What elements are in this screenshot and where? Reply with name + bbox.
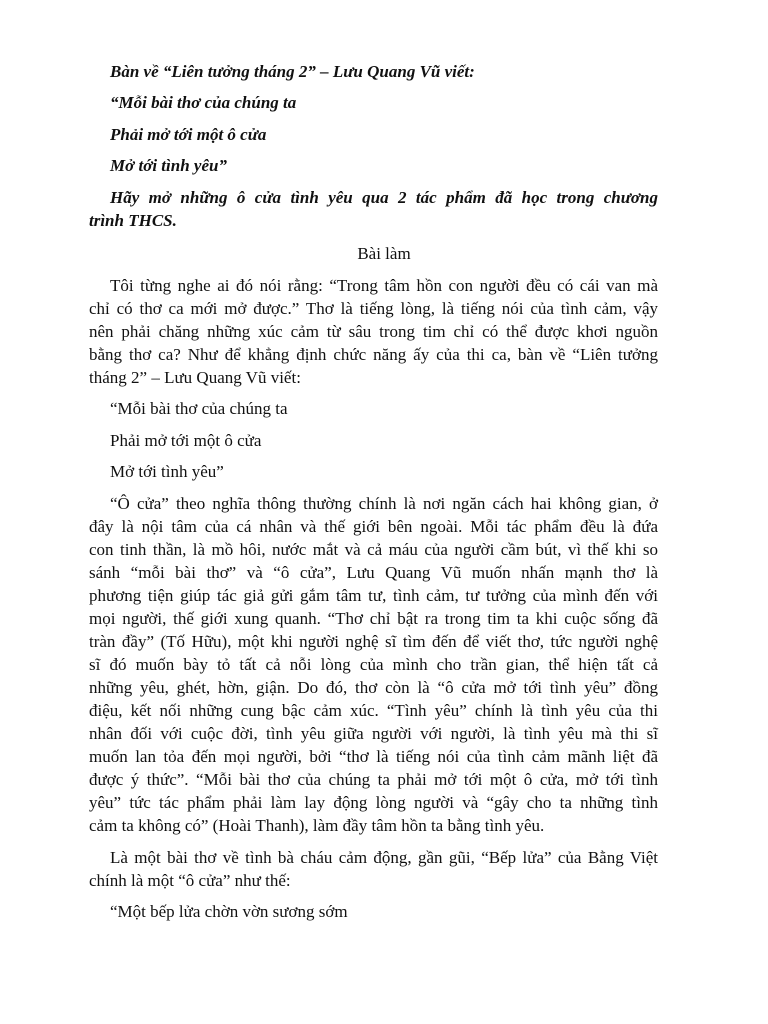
para2-line-5: phương tiện giúp tác giả gửi gắm tâm tư, tình cảm, tư tưởng của mình đến với xyxy=(89,586,658,605)
para1-line-4: bằng thơ ca? Như để khẳng định chức năng ấy của thi ca, bàn về “Liên tưởng xyxy=(89,345,658,364)
quote-line-3: Mở tới tình yêu” xyxy=(110,462,224,481)
para2-line-2: đây là nội tâm của cá nhân và thế giới bên ngoài. Mỗi tác phẩm đều là đứa xyxy=(89,517,658,536)
para2-line-3: con tinh thần, là mồ hôi, nước mắt và cả máu của người cầm bút, vì thế khi so xyxy=(89,540,658,559)
prompt-line-3: Phải mở tới một ô cửa xyxy=(110,125,267,144)
para2-line-8: sĩ đó muốn bày tỏ tất cả nỗi lòng của mình cho trần gian, thể hiện tất cả xyxy=(89,655,658,674)
para1-line-2: chỉ có thơ ca mới mở được.” Thơ là tiếng lòng, là tiếng nói của tình cảm, vậy xyxy=(89,299,658,318)
heading-bai-lam: Bài làm xyxy=(357,244,411,263)
para1-line-1: Tôi từng nghe ai đó nói rằng: “Trong tâm hồn con người đều có cái van mà xyxy=(110,276,658,295)
para2-line-15: cảm ta không có” (Hoài Thanh), làm đầy tâm hồn ta bằng tình yêu. xyxy=(89,816,545,835)
para2-line-6: mọi người, thế giới xung quanh. “Thơ chỉ bật ra trong tim ta khi cuộc sống đã xyxy=(89,609,658,628)
para2-line-13: được ý thức”. “Mỗi bài thơ của chúng ta phải mở tới một ô cửa, mở tới tình xyxy=(89,770,658,789)
para2-line-10: điệu, kết nối những cung bậc cảm xúc. “Tình yêu” chính là tình yêu của thi xyxy=(89,701,658,720)
para2-line-14: yêu” tức tác phẩm phải làm lay động lòng người và “gây cho ta những tình xyxy=(89,793,658,812)
para1-line-5: tháng 2” – Lưu Quang Vũ viết: xyxy=(89,368,301,387)
para2-line-9: những yêu, ghét, hờn, giận. Do đó, thơ còn là “ô cửa mở tới tình yêu” đồng xyxy=(89,678,658,697)
para2-line-12: muốn lan tỏa đến mọi người, bởi “thơ là tiếng nói của tình cảm mãnh liệt đã xyxy=(89,747,658,766)
para2-line-11: nhân đối với cuộc đời, tình yêu giữa người với người, là tình yêu mà thi sĩ xyxy=(89,724,658,743)
para3-line-2: chính là một “ô cửa” như thế: xyxy=(89,871,291,890)
para1-line-3: nên phải chăng những xúc cảm từ sâu trong tim chỉ có thể được khơi nguồn xyxy=(89,322,658,341)
prompt-line-1: Bàn về “Liên tưởng tháng 2” – Lưu Quang Vũ viết: xyxy=(110,62,475,81)
para2-line-1: “Ô cửa” theo nghĩa thông thường chính là nơi ngăn cách hai không gian, ở xyxy=(110,494,658,513)
quote-line-2: Phải mở tới một ô cửa xyxy=(110,431,262,450)
prompt-line-4: Mở tới tình yêu” xyxy=(110,156,227,175)
para2-line-4: sánh “mỗi bài thơ” và “ô cửa”, Lưu Quang Vũ muốn nhấn mạnh thơ là xyxy=(89,563,658,582)
para2-line-7: tràn đầy” (Tố Hữu), một khi người nghệ sĩ tìm đến để viết thơ, tức người nghệ xyxy=(89,632,658,651)
prompt-task-line-2: trình THCS. xyxy=(89,211,177,230)
prompt-line-2: “Mỗi bài thơ của chúng ta xyxy=(110,93,297,112)
prompt-task-line-1: Hãy mở những ô cửa tình yêu qua 2 tác phẩm đã học trong chương xyxy=(110,188,658,207)
quote-line-1: “Mỗi bài thơ của chúng ta xyxy=(110,399,288,418)
last-quote-line: “Một bếp lửa chờn vờn sương sớm xyxy=(110,902,348,921)
para3-line-1: Là một bài thơ về tình bà cháu cảm động, gần gũi, “Bếp lửa” của Bằng Việt xyxy=(110,848,658,867)
